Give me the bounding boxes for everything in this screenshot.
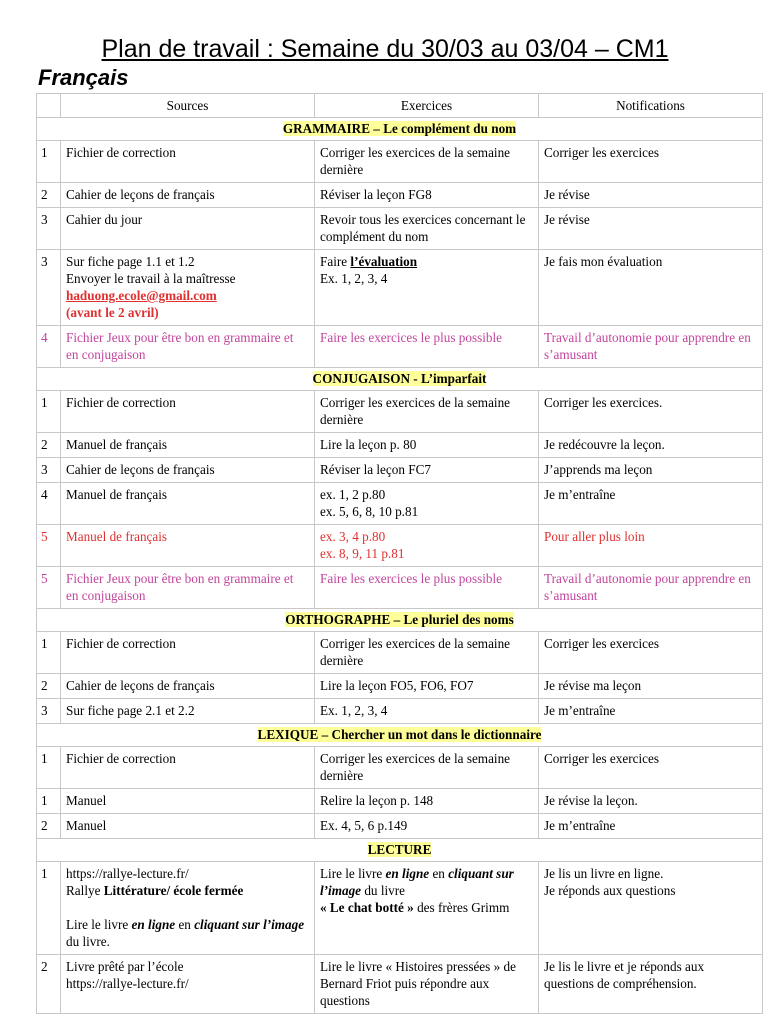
row-number: 4 — [37, 326, 61, 368]
source-cell: Cahier de leçons de français — [61, 458, 315, 483]
row-number: 3 — [37, 699, 61, 724]
notification-cell: Je m’entraîne — [539, 483, 763, 525]
exercise-cell: Ex. 1, 2, 3, 4 — [315, 699, 539, 724]
row-number: 1 — [37, 747, 61, 789]
row-number: 2 — [37, 814, 61, 839]
row-number: 2 — [37, 674, 61, 699]
rallye-url-link[interactable]: https://rallye-lecture.fr/ — [66, 976, 189, 991]
notification-cell: Je révise la leçon. — [539, 789, 763, 814]
source-cell: Manuel de français — [61, 525, 315, 567]
notification-line: Je réponds aux questions — [544, 883, 676, 898]
source-cell: Fichier de correction — [61, 632, 315, 674]
source-cell: Sur fiche page 2.1 et 2.2 — [61, 699, 315, 724]
section-row-lecture — [37, 839, 763, 862]
section-title: CONJUGAISON - L’imparfait — [312, 371, 487, 386]
table-row — [37, 814, 763, 839]
table-row — [37, 862, 763, 955]
source-cell — [61, 862, 315, 955]
table-row — [37, 699, 763, 724]
section-row-conjugaison — [37, 368, 763, 391]
exercise-cell — [315, 525, 539, 567]
read-instruction-part: du livre. — [66, 934, 110, 949]
table-row — [37, 525, 763, 567]
section-row-orthographe — [37, 609, 763, 632]
row-number: 1 — [37, 789, 61, 814]
section-row-grammaire — [37, 118, 763, 141]
rallye-label: Rallye — [66, 883, 104, 898]
notification-cell: Travail d’autonomie pour apprendre en s’amusant — [539, 567, 763, 609]
section-title: ORTHOGRAPHE – Le pluriel des noms — [285, 612, 514, 627]
table-row — [37, 955, 763, 1014]
subject-heading: Français — [38, 65, 129, 90]
section-row-lexique — [37, 724, 763, 747]
section-title: LECTURE — [367, 842, 432, 857]
source-cell: Manuel — [61, 789, 315, 814]
source-cell: Manuel — [61, 814, 315, 839]
exercise-cell: Revoir tous les exercices concernant le complément du nom — [315, 208, 539, 250]
table-row — [37, 458, 763, 483]
table-row — [37, 632, 763, 674]
row-number: 5 — [37, 567, 61, 609]
notification-cell: Je révise — [539, 183, 763, 208]
row-number: 3 — [37, 208, 61, 250]
source-cell — [61, 955, 315, 1014]
exercise-part: en — [429, 866, 449, 881]
work-plan-table — [36, 93, 763, 1014]
table-row — [37, 674, 763, 699]
table-row — [37, 433, 763, 458]
row-number: 1 — [37, 632, 61, 674]
table-header-row — [37, 94, 763, 118]
read-instruction-emph: cliquant sur l’image — [194, 917, 305, 932]
source-cell: Fichier de correction — [61, 391, 315, 433]
email-link[interactable]: haduong.ecole@gmail.com — [66, 288, 217, 303]
row-number: 1 — [37, 391, 61, 433]
exercise-cell: Ex. 4, 5, 6 p.149 — [315, 814, 539, 839]
source-line: Envoyer le travail à la maîtresse — [66, 271, 236, 286]
exercise-cell: Réviser la leçon FC7 — [315, 458, 539, 483]
exercise-line: ex. 5, 6, 8, 10 p.81 — [320, 504, 419, 519]
notification-cell: Corriger les exercices. — [539, 391, 763, 433]
row-number: 3 — [37, 458, 61, 483]
header-num — [37, 94, 61, 118]
notification-line: Je lis un livre en ligne. — [544, 866, 664, 881]
source-line: Sur fiche page 1.1 et 1.2 — [66, 254, 195, 269]
exercise-part: des frères Grimm — [413, 900, 510, 915]
exercise-cell — [315, 250, 539, 326]
exercise-evaluation: l’évaluation — [350, 254, 418, 269]
exercise-emph: en ligne — [385, 866, 430, 881]
table-row — [37, 789, 763, 814]
row-number: 5 — [37, 525, 61, 567]
row-number: 2 — [37, 183, 61, 208]
exercise-cell: Lire la leçon FO5, FO6, FO7 — [315, 674, 539, 699]
source-cell: Cahier de leçons de français — [61, 183, 315, 208]
exercise-part: Lire le livre — [320, 866, 386, 881]
notification-cell: Travail d’autonomie pour apprendre en s’amusant — [539, 326, 763, 368]
exercise-cell: Lire la leçon p. 80 — [315, 433, 539, 458]
deadline-text: (avant le 2 avril) — [66, 305, 159, 320]
read-instruction-part: Lire le livre — [66, 917, 132, 932]
table-row — [37, 250, 763, 326]
exercise-line: Ex. 1, 2, 3, 4 — [320, 271, 388, 286]
read-instruction-emph: en ligne — [131, 917, 176, 932]
section-title: GRAMMAIRE – Le complément du nom — [282, 121, 517, 136]
exercise-cell: Corriger les exercices de la semaine dernière — [315, 141, 539, 183]
table-row — [37, 567, 763, 609]
exercise-cell: Réviser la leçon FG8 — [315, 183, 539, 208]
exercise-cell: Faire les exercices le plus possible — [315, 567, 539, 609]
table-row — [37, 747, 763, 789]
notification-cell: Pour aller plus loin — [539, 525, 763, 567]
table-row — [37, 391, 763, 433]
notification-cell: Je m’entraîne — [539, 814, 763, 839]
source-cell: Manuel de français — [61, 433, 315, 458]
table-row — [37, 208, 763, 250]
row-number: 2 — [37, 433, 61, 458]
source-cell — [61, 250, 315, 326]
exercise-line: ex. 8, 9, 11 p.81 — [320, 546, 405, 561]
source-cell: Fichier Jeux pour être bon en grammaire et en conjugaison — [61, 326, 315, 368]
header-exercices: Exercices — [315, 94, 539, 118]
read-instruction-part: en — [175, 917, 195, 932]
table-row — [37, 326, 763, 368]
table-row — [37, 141, 763, 183]
exercise-cell — [315, 862, 539, 955]
exercise-cell: Corriger les exercices de la semaine dernière — [315, 632, 539, 674]
notification-cell: Je révise ma leçon — [539, 674, 763, 699]
exercise-cell: Faire les exercices le plus possible — [315, 326, 539, 368]
source-cell: Cahier de leçons de français — [61, 674, 315, 699]
notification-cell: Je m’entraîne — [539, 699, 763, 724]
row-number: 4 — [37, 483, 61, 525]
exercise-line: ex. 3, 4 p.80 — [320, 529, 386, 544]
section-title: LEXIQUE – Chercher un mot dans le dictionnaire — [257, 727, 542, 742]
exercise-cell: Corriger les exercices de la semaine dernière — [315, 391, 539, 433]
table-row — [37, 483, 763, 525]
source-cell: Cahier du jour — [61, 208, 315, 250]
exercise-line: ex. 1, 2 p.80 — [320, 487, 386, 502]
exercise-emph: cliquant sur l’image — [320, 866, 514, 898]
source-cell: Fichier de correction — [61, 747, 315, 789]
notification-cell: Je révise — [539, 208, 763, 250]
header-sources: Sources — [61, 94, 315, 118]
rallye-category: Littérature/ école fermée — [103, 883, 244, 898]
source-cell: Fichier Jeux pour être bon en grammaire et en conjugaison — [61, 567, 315, 609]
notification-cell: J’apprends ma leçon — [539, 458, 763, 483]
row-number: 3 — [37, 250, 61, 326]
exercise-cell — [315, 483, 539, 525]
row-number: 1 — [37, 862, 61, 955]
exercise-cell: Lire le livre « Histoires pressées » de Bernard Friot puis répondre aux questions — [315, 955, 539, 1014]
row-number: 1 — [37, 141, 61, 183]
notification-cell: Je redécouvre la leçon. — [539, 433, 763, 458]
table-row — [37, 183, 763, 208]
exercise-cell: Corriger les exercices de la semaine dernière — [315, 747, 539, 789]
notification-cell: Je fais mon évaluation — [539, 250, 763, 326]
header-notifications: Notifications — [539, 94, 763, 118]
page-title: Plan de travail : Semaine du 30/03 au 03/04 – CM1 — [101, 35, 669, 63]
row-number: 2 — [37, 955, 61, 1014]
source-line: Livre prêté par l’école — [66, 959, 184, 974]
exercise-cell: Relire la leçon p. 148 — [315, 789, 539, 814]
notification-cell: Je lis le livre et je réponds aux questions de compréhension. — [539, 955, 763, 1014]
source-cell: Manuel de français — [61, 483, 315, 525]
book-title: « Le chat botté » — [320, 900, 414, 915]
source-cell: Fichier de correction — [61, 141, 315, 183]
rallye-url-link[interactable]: https://rallye-lecture.fr/ — [66, 866, 189, 881]
notification-cell: Corriger les exercices — [539, 632, 763, 674]
exercise-prefix: Faire — [320, 254, 351, 269]
notification-cell — [539, 862, 763, 955]
exercise-part: du livre — [361, 883, 405, 898]
notification-cell: Corriger les exercices — [539, 141, 763, 183]
notification-cell: Corriger les exercices — [539, 747, 763, 789]
